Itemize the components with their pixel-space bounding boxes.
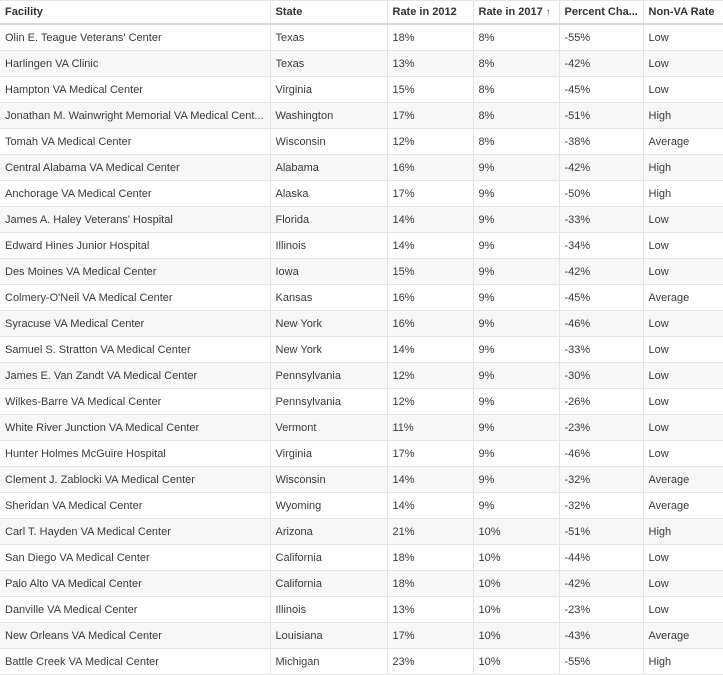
cell-percent-change: -55% xyxy=(559,649,643,675)
cell-non-va-rate: Low xyxy=(643,311,723,337)
cell-state: Iowa xyxy=(270,259,387,285)
cell-rate-2012: 13% xyxy=(387,597,473,623)
cell-non-va-rate: High xyxy=(643,519,723,545)
cell-facility: Central Alabama VA Medical Center xyxy=(0,155,270,181)
cell-facility: Des Moines VA Medical Center xyxy=(0,259,270,285)
cell-rate-2017: 9% xyxy=(473,337,559,363)
table-row[interactable] xyxy=(0,571,723,597)
table-row[interactable] xyxy=(0,233,723,259)
cell-state: Wyoming xyxy=(270,493,387,519)
cell-rate-2012: 15% xyxy=(387,259,473,285)
cell-rate-2012: 17% xyxy=(387,623,473,649)
cell-facility: James A. Haley Veterans' Hospital xyxy=(0,207,270,233)
cell-percent-change: -46% xyxy=(559,311,643,337)
cell-non-va-rate: Low xyxy=(643,571,723,597)
sort-ascending-icon[interactable]: ↑ xyxy=(545,7,551,18)
cell-facility: Wilkes-Barre VA Medical Center xyxy=(0,389,270,415)
cell-percent-change: -32% xyxy=(559,467,643,493)
cell-non-va-rate: Low xyxy=(643,441,723,467)
table-row[interactable] xyxy=(0,103,723,129)
cell-state: Louisiana xyxy=(270,623,387,649)
cell-rate-2012: 18% xyxy=(387,545,473,571)
cell-percent-change: -23% xyxy=(559,597,643,623)
cell-rate-2017: 9% xyxy=(473,259,559,285)
cell-state: Vermont xyxy=(270,415,387,441)
cell-facility: Sheridan VA Medical Center xyxy=(0,493,270,519)
cell-state: California xyxy=(270,571,387,597)
cell-non-va-rate: Low xyxy=(643,415,723,441)
cell-rate-2012: 17% xyxy=(387,441,473,467)
cell-non-va-rate: Average xyxy=(643,285,723,311)
cell-percent-change: -32% xyxy=(559,493,643,519)
cell-rate-2012: 17% xyxy=(387,181,473,207)
cell-non-va-rate: Low xyxy=(643,389,723,415)
cell-state: Washington xyxy=(270,103,387,129)
cell-rate-2017: 9% xyxy=(473,441,559,467)
cell-rate-2017: 9% xyxy=(473,181,559,207)
table-row[interactable] xyxy=(0,311,723,337)
cell-state: Virginia xyxy=(270,441,387,467)
cell-facility: Battle Creek VA Medical Center xyxy=(0,649,270,675)
cell-state: Illinois xyxy=(270,597,387,623)
cell-facility: Edward Hines Junior Hospital xyxy=(0,233,270,259)
table-row[interactable] xyxy=(0,155,723,181)
cell-rate-2017: 10% xyxy=(473,623,559,649)
cell-facility: Carl T. Hayden VA Medical Center xyxy=(0,519,270,545)
cell-state: Alaska xyxy=(270,181,387,207)
cell-state: New York xyxy=(270,311,387,337)
cell-non-va-rate: High xyxy=(643,181,723,207)
cell-rate-2012: 14% xyxy=(387,467,473,493)
cell-facility: Olin E. Teague Veterans' Center xyxy=(0,24,270,51)
table-row[interactable] xyxy=(0,545,723,571)
cell-rate-2017: 9% xyxy=(473,363,559,389)
cell-state: Michigan xyxy=(270,649,387,675)
cell-rate-2012: 17% xyxy=(387,103,473,129)
cell-facility: Danville VA Medical Center xyxy=(0,597,270,623)
cell-non-va-rate: Average xyxy=(643,493,723,519)
column-header-label: Percent Cha... xyxy=(564,6,638,18)
cell-non-va-rate: Low xyxy=(643,207,723,233)
cell-state: Virginia xyxy=(270,77,387,103)
cell-percent-change: -33% xyxy=(559,337,643,363)
facility-rates-table xyxy=(0,1,723,675)
cell-non-va-rate: High xyxy=(643,649,723,675)
table-row[interactable] xyxy=(0,389,723,415)
cell-rate-2012: 11% xyxy=(387,415,473,441)
cell-percent-change: -51% xyxy=(559,519,643,545)
table-row[interactable] xyxy=(0,441,723,467)
table-row[interactable] xyxy=(0,337,723,363)
cell-state: Illinois xyxy=(270,233,387,259)
cell-rate-2012: 23% xyxy=(387,649,473,675)
cell-rate-2012: 16% xyxy=(387,155,473,181)
cell-rate-2017: 10% xyxy=(473,545,559,571)
cell-facility: Palo Alto VA Medical Center xyxy=(0,571,270,597)
cell-non-va-rate: Low xyxy=(643,233,723,259)
table-body xyxy=(0,24,723,675)
cell-rate-2017: 8% xyxy=(473,77,559,103)
cell-non-va-rate: Low xyxy=(643,545,723,571)
cell-rate-2017: 9% xyxy=(473,467,559,493)
cell-state: Alabama xyxy=(270,155,387,181)
cell-state: Arizona xyxy=(270,519,387,545)
cell-rate-2017: 8% xyxy=(473,24,559,51)
cell-non-va-rate: Low xyxy=(643,363,723,389)
cell-state: California xyxy=(270,545,387,571)
cell-rate-2012: 14% xyxy=(387,493,473,519)
cell-non-va-rate: Average xyxy=(643,467,723,493)
column-header-facility[interactable] xyxy=(0,1,270,24)
cell-rate-2012: 13% xyxy=(387,51,473,77)
cell-state: Florida xyxy=(270,207,387,233)
cell-percent-change: -42% xyxy=(559,571,643,597)
cell-state: Texas xyxy=(270,24,387,51)
table-row[interactable] xyxy=(0,623,723,649)
cell-rate-2017: 10% xyxy=(473,571,559,597)
table-row[interactable] xyxy=(0,597,723,623)
cell-rate-2017: 9% xyxy=(473,233,559,259)
cell-percent-change: -42% xyxy=(559,259,643,285)
cell-state: New York xyxy=(270,337,387,363)
table-row[interactable] xyxy=(0,519,723,545)
cell-non-va-rate: High xyxy=(643,103,723,129)
cell-facility: Harlingen VA Clinic xyxy=(0,51,270,77)
cell-rate-2012: 15% xyxy=(387,77,473,103)
cell-facility: Jonathan M. Wainwright Memorial VA Medical Cent... xyxy=(0,103,270,129)
table-row[interactable] xyxy=(0,259,723,285)
cell-non-va-rate: Low xyxy=(643,51,723,77)
cell-rate-2012: 16% xyxy=(387,311,473,337)
cell-rate-2012: 14% xyxy=(387,207,473,233)
table-row[interactable] xyxy=(0,363,723,389)
cell-percent-change: -23% xyxy=(559,415,643,441)
cell-facility: Syracuse VA Medical Center xyxy=(0,311,270,337)
cell-facility: White River Junction VA Medical Center xyxy=(0,415,270,441)
cell-facility: Colmery-O'Neil VA Medical Center xyxy=(0,285,270,311)
cell-rate-2017: 9% xyxy=(473,285,559,311)
cell-rate-2017: 9% xyxy=(473,207,559,233)
table-header xyxy=(0,1,723,24)
cell-rate-2017: 10% xyxy=(473,597,559,623)
column-header-label: Rate in 2017 xyxy=(478,6,543,18)
cell-facility: Tomah VA Medical Center xyxy=(0,129,270,155)
cell-state: Pennsylvania xyxy=(270,363,387,389)
cell-percent-change: -26% xyxy=(559,389,643,415)
cell-rate-2017: 9% xyxy=(473,415,559,441)
cell-percent-change: -30% xyxy=(559,363,643,389)
column-header-percent-change[interactable] xyxy=(559,1,643,24)
cell-rate-2017: 10% xyxy=(473,649,559,675)
table-row[interactable] xyxy=(0,51,723,77)
cell-percent-change: -45% xyxy=(559,77,643,103)
cell-state: Kansas xyxy=(270,285,387,311)
cell-percent-change: -44% xyxy=(559,545,643,571)
cell-state: Pennsylvania xyxy=(270,389,387,415)
cell-percent-change: -42% xyxy=(559,155,643,181)
cell-facility: James E. Van Zandt VA Medical Center xyxy=(0,363,270,389)
table-row[interactable] xyxy=(0,467,723,493)
cell-rate-2012: 12% xyxy=(387,363,473,389)
cell-state: Wisconsin xyxy=(270,129,387,155)
cell-non-va-rate: Low xyxy=(643,24,723,51)
column-header-state[interactable] xyxy=(270,1,387,24)
cell-non-va-rate: Low xyxy=(643,77,723,103)
cell-facility: New Orleans VA Medical Center xyxy=(0,623,270,649)
cell-non-va-rate: Low xyxy=(643,597,723,623)
cell-rate-2017: 9% xyxy=(473,311,559,337)
table-row[interactable] xyxy=(0,493,723,519)
cell-rate-2017: 9% xyxy=(473,155,559,181)
column-header-non-va-rate[interactable] xyxy=(643,1,723,24)
cell-facility: San Diego VA Medical Center xyxy=(0,545,270,571)
cell-facility: Hampton VA Medical Center xyxy=(0,77,270,103)
column-header-label: Facility xyxy=(5,6,43,18)
cell-rate-2017: 8% xyxy=(473,129,559,155)
cell-rate-2017: 8% xyxy=(473,51,559,77)
cell-rate-2012: 12% xyxy=(387,129,473,155)
table-row[interactable] xyxy=(0,285,723,311)
cell-rate-2017: 8% xyxy=(473,103,559,129)
cell-non-va-rate: Low xyxy=(643,259,723,285)
table-row[interactable] xyxy=(0,649,723,675)
cell-percent-change: -46% xyxy=(559,441,643,467)
column-header-rate-2012[interactable] xyxy=(387,1,473,24)
cell-non-va-rate: Low xyxy=(643,337,723,363)
cell-facility: Samuel S. Stratton VA Medical Center xyxy=(0,337,270,363)
column-header-rate-2017[interactable] xyxy=(473,1,559,24)
table-row[interactable] xyxy=(0,24,723,51)
cell-percent-change: -34% xyxy=(559,233,643,259)
cell-rate-2012: 14% xyxy=(387,337,473,363)
column-header-label: State xyxy=(275,6,303,18)
cell-non-va-rate: Average xyxy=(643,623,723,649)
cell-percent-change: -55% xyxy=(559,24,643,51)
cell-rate-2012: 14% xyxy=(387,233,473,259)
cell-percent-change: -43% xyxy=(559,623,643,649)
table-row[interactable] xyxy=(0,129,723,155)
cell-rate-2017: 9% xyxy=(473,389,559,415)
cell-non-va-rate: Average xyxy=(643,129,723,155)
cell-rate-2012: 21% xyxy=(387,519,473,545)
cell-percent-change: -42% xyxy=(559,51,643,77)
cell-percent-change: -51% xyxy=(559,103,643,129)
cell-rate-2012: 18% xyxy=(387,24,473,51)
cell-facility: Hunter Holmes McGuire Hospital xyxy=(0,441,270,467)
cell-rate-2017: 9% xyxy=(473,493,559,519)
cell-facility: Anchorage VA Medical Center xyxy=(0,181,270,207)
cell-percent-change: -50% xyxy=(559,181,643,207)
table-row[interactable] xyxy=(0,415,723,441)
header-row xyxy=(0,1,723,24)
cell-rate-2012: 12% xyxy=(387,389,473,415)
cell-percent-change: -45% xyxy=(559,285,643,311)
table-row[interactable] xyxy=(0,181,723,207)
cell-percent-change: -33% xyxy=(559,207,643,233)
cell-state: Texas xyxy=(270,51,387,77)
column-header-label: Non-VA Rate xyxy=(648,6,715,18)
table-row[interactable] xyxy=(0,207,723,233)
cell-rate-2012: 18% xyxy=(387,571,473,597)
cell-state: Wisconsin xyxy=(270,467,387,493)
cell-rate-2017: 10% xyxy=(473,519,559,545)
cell-non-va-rate: High xyxy=(643,155,723,181)
column-header-label: Rate in 2012 xyxy=(392,6,457,18)
cell-percent-change: -38% xyxy=(559,129,643,155)
table-row[interactable] xyxy=(0,77,723,103)
cell-rate-2012: 16% xyxy=(387,285,473,311)
cell-facility: Clement J. Zablocki VA Medical Center xyxy=(0,467,270,493)
